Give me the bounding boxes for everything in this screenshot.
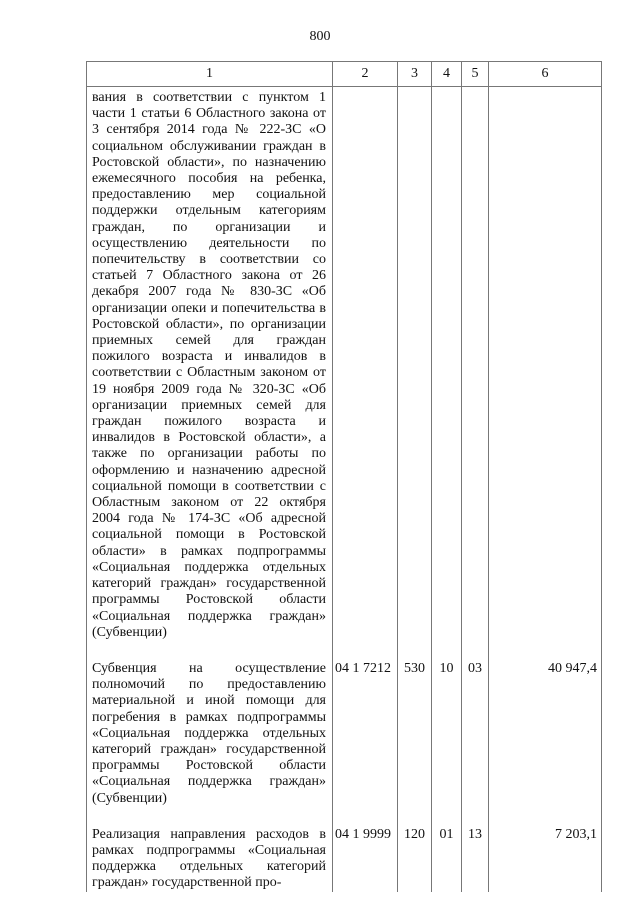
header-col-3: 3 (398, 62, 432, 87)
row-type: 120 (398, 819, 432, 892)
table-header-row (87, 62, 602, 87)
row-code (333, 87, 398, 653)
row-type (398, 87, 432, 653)
table-row (87, 653, 602, 819)
row-subsection: 13 (462, 819, 489, 892)
header-col-4: 4 (432, 62, 462, 87)
header-col-6: 6 (489, 62, 602, 87)
row-description: вания в соответствии с пунктом 1 части 1 статьи 6 Областного закона от 3 сентября 2014 года № 222-ЗС «О социальном обслуживании граждан в Ростовской области», по назначению ежемесячного пособия на ребенка, предоставлению мер социальной поддержки отдельным категориям граждан, по организации и осуществлению деятельности по попечительству в соответствии со статьей 7 Областного закона от 26 декабря 2007 года № 830-ЗС «Об организации опеки и попечительства в Ростовской области», по организации приемных семей для граждан пожилого возраста и инвалидов в соответствии с Областным законом от 19 ноября 2009 года № 320-ЗС «Об организации приемных семей для граждан пожилого возраста и инвалидов в Ростовской области», а также по организации работы по оформлению и назначению адресной социальной помощи в соответствии с Областным законом от 22 октября 2004 года № 174-ЗС «Об адресной социальной помощи в Ростовской области» в рамках подпрограммы «Социальная поддержка отдельных категорий граждан» государственной программы Ростовской области «Социальная поддержка граждан» (Субвенции) (87, 87, 333, 653)
row-subsection (462, 87, 489, 653)
header-col-5: 5 (462, 62, 489, 87)
header-col-2: 2 (333, 62, 398, 87)
page-number: 800 (309, 29, 331, 44)
row-section: 10 (432, 653, 462, 819)
row-amount: 7 203,1 (489, 819, 602, 892)
row-description: Субвенция на осуществление полномочий по предоставлению материальной и иной помощи для погребения в рамках подпрограммы «Социальная поддержка отдельных категорий граждан» государственной программы Ростовской области «Социальная поддержка граждан» (Субвенции) (87, 653, 333, 819)
row-code: 04 1 9999 (333, 819, 398, 892)
table-row (87, 819, 602, 892)
table-row (87, 87, 602, 653)
header-col-1: 1 (87, 62, 333, 87)
row-section (432, 87, 462, 653)
row-description: Реализация направления расходов в рамках подпрограммы «Социальная поддержка отдельных категорий граждан» государственной про- (87, 819, 333, 892)
row-code: 04 1 7212 (333, 653, 398, 819)
row-amount (489, 87, 602, 653)
budget-table (86, 61, 602, 892)
row-section: 01 (432, 819, 462, 892)
row-type: 530 (398, 653, 432, 819)
row-subsection: 03 (462, 653, 489, 819)
row-amount: 40 947,4 (489, 653, 602, 819)
